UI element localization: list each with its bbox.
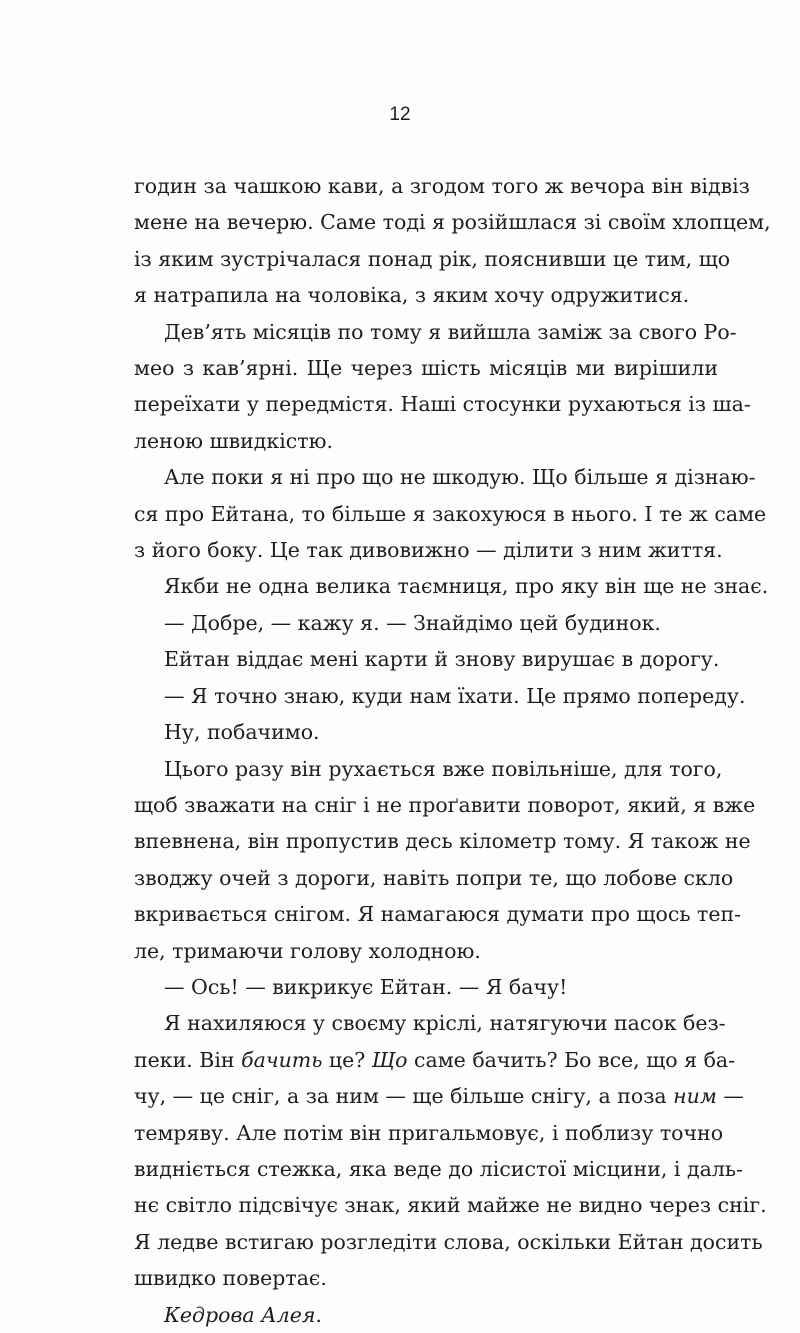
emphasis: бачить xyxy=(241,1047,323,1072)
text-line: впевнена, він пропустив десь кілометр тому. Я також не xyxy=(134,829,751,854)
text-line: — Я точно знаю, куди нам їхати. Це прямо попереду. xyxy=(164,683,746,708)
text-segment: пеки. Він xyxy=(134,1047,242,1072)
text-line: ся про Ейтана, то більше я закохуюся в нього. І те ж саме xyxy=(134,501,767,526)
text-line: Якби не одна велика таємниця, про яку він ще не знає. xyxy=(164,574,769,599)
text-segment: — xyxy=(716,1084,744,1109)
text-line: Але поки я ні про що не шкодую. Що більше я дізнаю- xyxy=(164,465,756,490)
text-line: Я ледве встигаю розгледіти слова, оскільки Ейтан досить xyxy=(134,1229,763,1254)
emphasis: Кедрова Алея. xyxy=(164,1302,322,1327)
text-line: Ейтан віддає мені карти й знову вирушає в дорогу. xyxy=(164,647,720,672)
text-line: вкривається снігом. Я намагаюся думати про щось теп- xyxy=(134,902,742,927)
text-line xyxy=(134,1297,718,1333)
text-line xyxy=(134,1042,736,1078)
text-line: Дев’ять місяців по тому я вийшла заміж за свого Ро- xyxy=(164,319,737,344)
text-line: леною швидкістю. xyxy=(134,428,333,453)
text-line: щоб зважати на сніг і не проґавити поворот, який, я вже xyxy=(134,792,756,817)
text-line: Я нахиляюся у своєму кріслі, натягуючи пасок без- xyxy=(164,1011,726,1036)
text-line: нє світло підсвічує знак, який майже не видно через сніг. xyxy=(134,1193,767,1218)
text-line: мене на вечерю. Саме тоді я розійшлася зі своїм хлопцем, xyxy=(134,210,771,235)
text-line: із яким зустрічалася понад рік, пояснивши це тим, що xyxy=(134,246,731,271)
text-line: видніється стежка, яка веде до лісистої місцини, і даль- xyxy=(134,1156,743,1181)
text-segment: це? xyxy=(322,1047,372,1072)
text-line: — Ось! — викрикує Ейтан. — Я бачу! xyxy=(164,974,568,999)
text-line: ле, тримаючи голову холодною. xyxy=(134,938,481,963)
text-line: переїхати у передмістя. Наші стосунки рухаються із ша- xyxy=(134,392,751,417)
text-line: зводжу очей з дороги, навіть попри те, що лобове скло xyxy=(134,865,734,890)
text-line xyxy=(134,1078,744,1114)
text-line: годин за чашкою кави, а згодом того ж вечора він відвіз xyxy=(134,174,750,198)
page-number: 12 xyxy=(389,104,411,125)
text-line: з його боку. Це так дивовижно — ділити з ним життя. xyxy=(134,538,723,563)
text-line: Ну, побачимо. xyxy=(164,720,320,745)
text-segment: чу, — це сніг, а за ним — ще більше снігу, а поза xyxy=(134,1084,674,1109)
text-line: швидко повертає. xyxy=(134,1266,327,1291)
emphasis: Що xyxy=(371,1047,408,1072)
emphasis: ним xyxy=(673,1084,717,1109)
body-text xyxy=(134,168,771,1333)
text-segment: саме бачить? Бо все, що я ба- xyxy=(407,1047,736,1072)
text-line: — Добре, — кажу я. — Знайдімо цей будинок. xyxy=(164,610,661,635)
text-line: темряву. Але потім він пригальмовує, і поблизу точно xyxy=(134,1120,724,1145)
text-line: я натрапила на чоловіка, з яким хочу одружитися. xyxy=(134,283,690,308)
text-line: Цього разу він рухається вже повільніше, для того, xyxy=(164,756,723,781)
text-line: мео з кав’ярні. Ще через шість місяців ми вирішили xyxy=(134,356,718,381)
